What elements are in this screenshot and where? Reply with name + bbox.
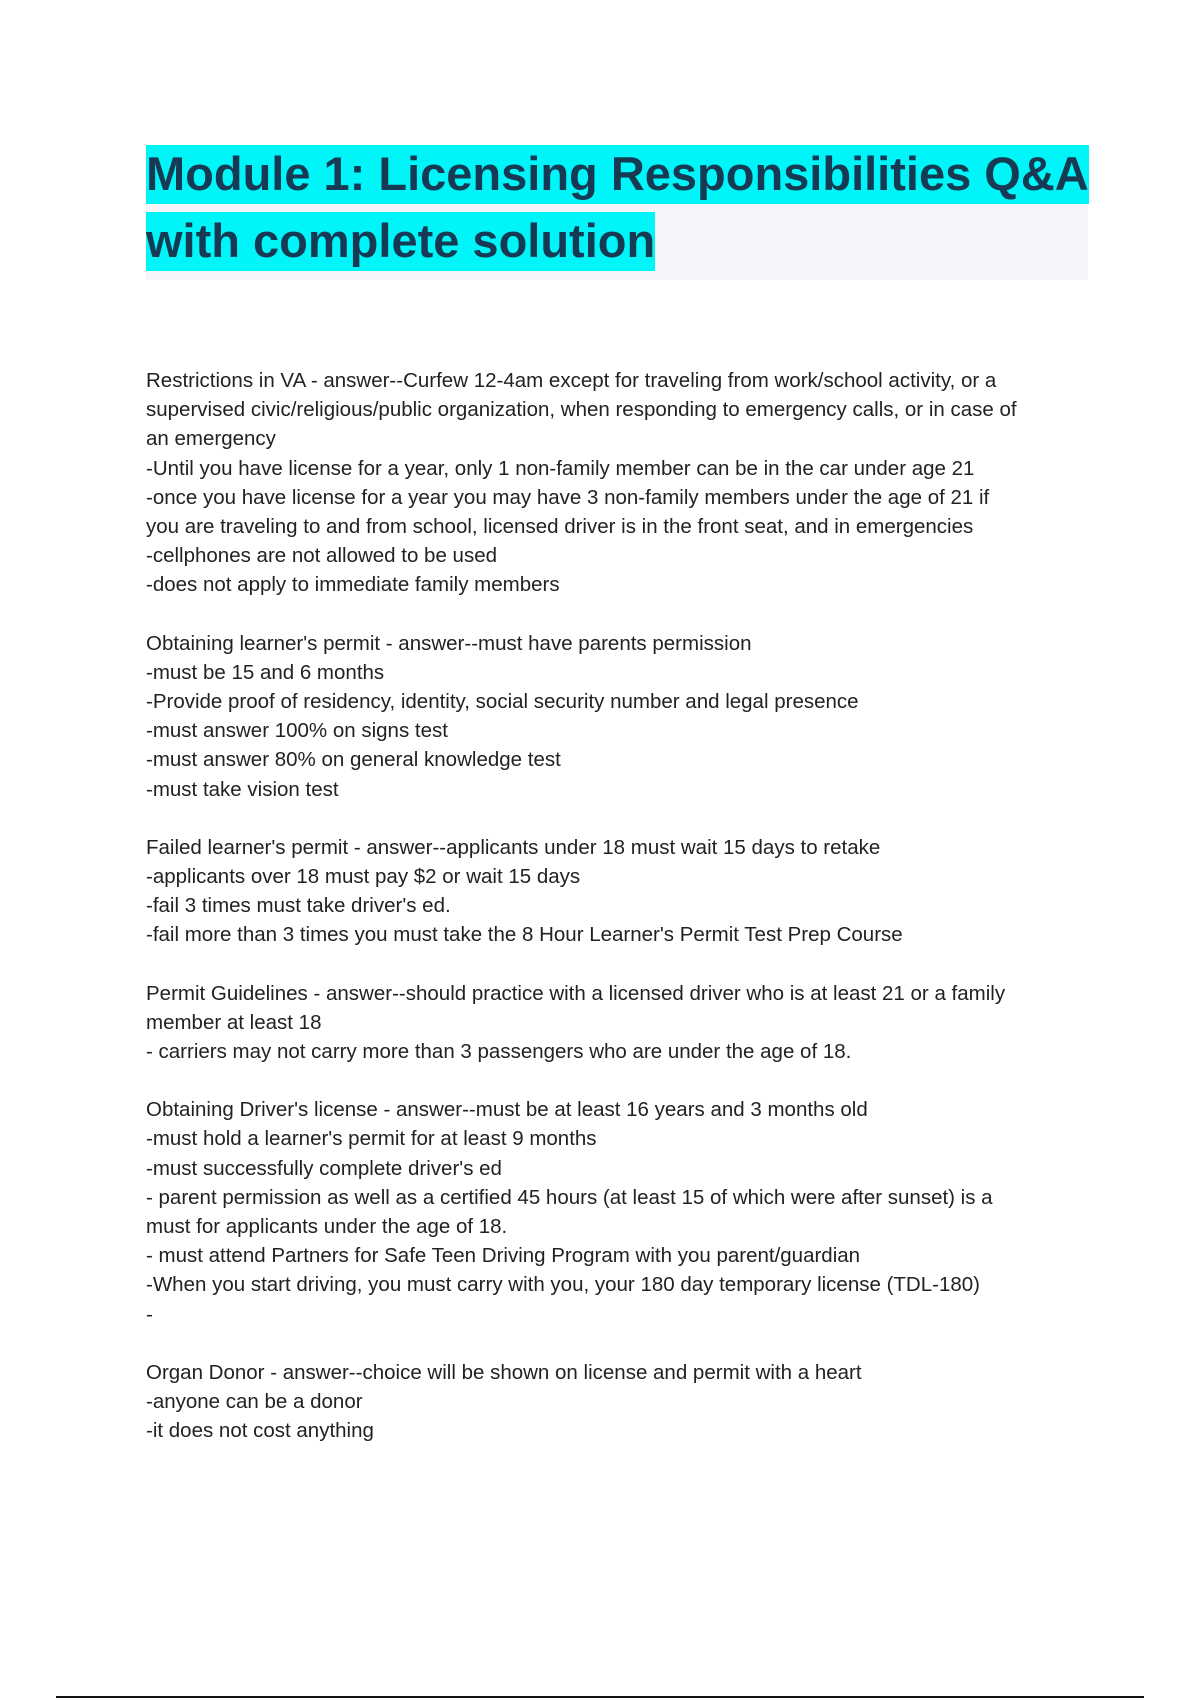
qa-answer-line: -must hold a learner's permit for at least 9 months xyxy=(146,1127,597,1151)
qa-answer-line: -does not apply to immediate family members xyxy=(146,573,560,597)
qa-answer-line: supervised civic/religious/public organization, when responding to emergency calls, or in case of xyxy=(146,398,1017,422)
qa-answer-line: -Provide proof of residency, identity, social security number and legal presence xyxy=(146,690,859,714)
qa-answer-line: an emergency xyxy=(146,427,276,451)
qa-answer-line: -it does not cost anything xyxy=(146,1419,374,1443)
qa-answer-line: -must successfully complete driver's ed xyxy=(146,1156,502,1180)
title-line-1: Module 1: Licensing Responsibilities Q&A xyxy=(146,145,1089,204)
qa-answer-line: - parent permission as well as a certified 45 hours (at least 15 of which were after sunset) is a xyxy=(146,1185,993,1209)
qa-section xyxy=(146,1095,1096,1329)
qa-section xyxy=(146,366,1096,600)
qa-answer-line: -must be 15 and 6 months xyxy=(146,660,385,684)
qa-section xyxy=(146,979,1096,1067)
qa-answer-line: -When you start driving, you must carry with you, your 180 day temporary license (TDL-180) xyxy=(146,1273,980,1297)
qa-answer-line: -cellphones are not allowed to be used xyxy=(146,544,498,568)
qa-answer-line: member at least 18 xyxy=(146,1010,322,1034)
qa-question-line: Restrictions in VA - answer--Curfew 12-4am except for traveling from work/school activity, or a xyxy=(146,369,997,392)
document-body xyxy=(146,366,1096,1475)
qa-question-line: Obtaining learner's permit - answer--must have parents permission xyxy=(146,631,752,655)
qa-answer-line: must for applicants under the age of 18. xyxy=(146,1215,508,1239)
qa-section xyxy=(146,833,1096,950)
qa-question-line: Permit Guidelines - answer--should practice with a licensed driver who is at least 21 or a family xyxy=(146,981,1006,1005)
footer-divider xyxy=(56,1696,1144,1698)
qa-question-line: Obtaining Driver's license - answer--must be at least 16 years and 3 months old xyxy=(146,1098,868,1122)
qa-answer-line: -Until you have license for a year, only 1 non-family member can be in the car under age 21 xyxy=(146,456,975,480)
qa-answer-line: you are traveling to and from school, licensed driver is in the front seat, and in emergencies xyxy=(146,515,974,539)
qa-question-line: Organ Donor - answer--choice will be shown on license and permit with a heart xyxy=(146,1360,862,1384)
qa-answer-line: - carriers may not carry more than 3 passengers who are under the age of 18. xyxy=(146,1040,852,1064)
qa-question-line: Failed learner's permit - answer--applicants under 18 must wait 15 days to retake xyxy=(146,835,881,859)
qa-answer-line: - must attend Partners for Safe Teen Driving Program with you parent/guardian xyxy=(146,1244,861,1268)
qa-answer-line: -once you have license for a year you may have 3 non-family members under the age of 21 if xyxy=(146,485,990,509)
qa-answer-line: -applicants over 18 must pay $2 or wait 15 days xyxy=(146,865,581,889)
title-line-2: with complete solution xyxy=(146,212,655,271)
qa-answer-line: -must take vision test xyxy=(146,777,339,801)
qa-answer-line: -must answer 100% on signs test xyxy=(146,719,448,743)
qa-answer-line: -fail 3 times must take driver's ed. xyxy=(146,894,451,918)
qa-section xyxy=(146,1358,1096,1446)
document-title xyxy=(146,140,1096,274)
qa-section xyxy=(146,629,1096,804)
qa-answer-line: -fail more than 3 times you must take the 8 Hour Learner's Permit Test Prep Course xyxy=(146,923,903,947)
qa-answer-line: - xyxy=(146,1302,153,1326)
qa-answer-line: -anyone can be a donor xyxy=(146,1390,363,1414)
qa-answer-line: -must answer 80% on general knowledge test xyxy=(146,748,561,772)
